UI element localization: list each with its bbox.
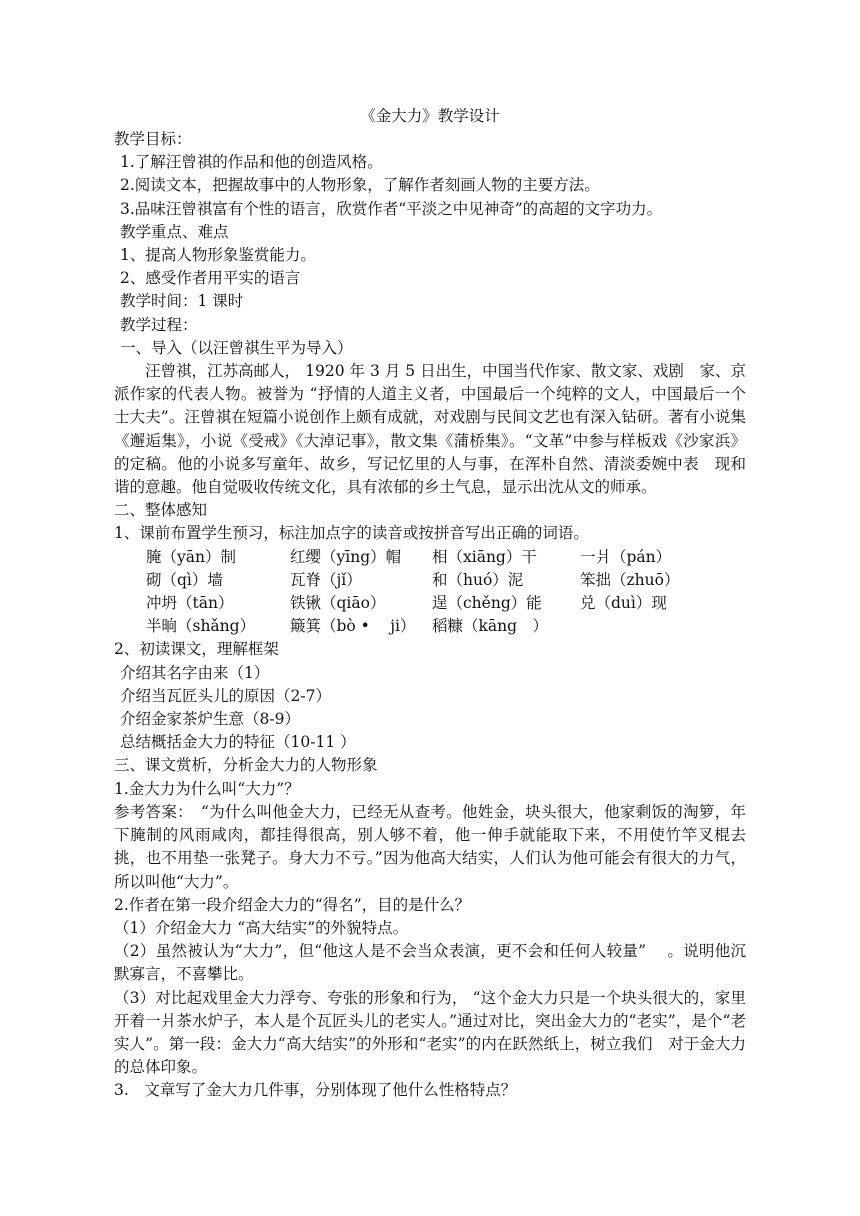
process-heading: 教学过程：: [120, 315, 198, 334]
vocab-item: 笨拙（zhuō）: [580, 570, 680, 589]
question-3: 3. 文章写了金大力几件事，分别体现了他什么性格特点？: [114, 1081, 517, 1100]
key-points-heading: 教学重点、难点: [120, 222, 229, 241]
document-body: [114, 128, 746, 1103]
objective-item: 1.了解汪曾祺的作品和他的创造风格。: [120, 153, 383, 172]
section3-heading: 三、课文赏析，分析金大力的人物形象: [114, 756, 378, 775]
vocab-item: 逞（chěng）能: [432, 594, 542, 613]
key-point-item: 2、感受作者用平实的语言: [120, 269, 301, 288]
vocab-item: 和（huó）泥: [432, 570, 524, 589]
vocab-row: [114, 615, 746, 638]
task1-text: 1、课前布置学生预习，标注加点字的读音或按拼音写出正确的词语。: [114, 524, 589, 543]
vocab-item: 冲坍（tān）: [146, 594, 234, 613]
objective-item: 2.阅读文本，把握故事中的人物形象，了解作者刻画人物的主要方法。: [120, 176, 600, 195]
key-point-item: 1、提高人物形象鉴赏能力。: [120, 246, 316, 265]
answer-1: 参考答案： “为什么叫他金大力，已经无从查考。他姓金，块头很大，他家剩饭的淘箩，年下腌制的风雨咸肉，都挂得很高，别人够不着，他一伸手就能取下来，不用使竹竿叉棍去挑，也不用垫一张凳子。身大力不亏。”因为他高大结实，人们认为他可能会有很大的力气，所以叫他“大力”。: [114, 802, 746, 891]
objective-item: 3.品味汪曾祺富有个性的语言，欣赏作者“平淡之中见神奇”的高超的文字功力。: [120, 199, 663, 218]
intro-heading: 一、导入（以汪曾祺生平为导入）: [120, 338, 353, 357]
vocab-item: 相（xiāng）干: [432, 547, 537, 566]
framework-item: 介绍当瓦匠头儿的原因（2-7）: [120, 686, 331, 705]
vocab-row: [114, 569, 746, 592]
vocab-item: 腌（yān）制: [146, 547, 236, 566]
document-title: 《金大力》教学设计: [360, 107, 500, 125]
question-1: 1.金大力为什么叫“大力”？: [114, 779, 300, 798]
framework-item: 介绍其名字由来（1）: [120, 663, 270, 682]
vocab-row: [114, 592, 746, 615]
vocab-item: 半晌（shǎng）: [146, 617, 256, 636]
task2-text: 2、初读课文，理解框架: [114, 640, 279, 659]
framework-item: 介绍金家茶炉生意（8-9）: [120, 710, 300, 729]
answer-2-point: （2）虽然被认为“大力”，但“他这人是不会当众表演，更不会和任何人较量” 。说明他沉默寡言，不喜攀比。: [114, 942, 746, 984]
question-2: 2.作者在第一段介绍金大力的“得名”，目的是什么？: [114, 895, 471, 914]
answer-2-point: （1）介绍金大力 “高大结实”的外貌特点。: [114, 918, 409, 937]
vocab-item: 红缨（yīng）帽: [290, 547, 402, 566]
intro-paragraph: 汪曾祺，江苏高邮人， 1920 年 3 月 5 日出生，中国当代作家、散文家、戏剧 家、京派作家的代表人物。被誉为 “抒情的人道主义者，中国最后一个纯粹的文人，中国最后一个士大夫”。汪曾祺在短篇小说创作上颇有成就，对戏剧与民间文艺也有深入钻研。著有小说集《邂逅集》，小说《受戒》《大淖记事》，散文集《蒲桥集》。“文革”中参与样板戏《沙家浜》的定稿。他的小说多写童年、故乡，写记忆里的人与事，在浑朴自然、清淡委婉中表 现和谐的意趣。他自觉吸收传统文化，具有浓郁的乡土气息，显示出沈从文的师承。: [114, 362, 746, 497]
vocab-item: 簸箕（bò • ji）: [290, 617, 416, 636]
vocab-item: 兑（duì）现: [580, 594, 667, 613]
teaching-time: 教学时间：1 课时: [120, 292, 244, 311]
framework-item: 总结概括金大力的特征（10-11 ）: [120, 733, 356, 752]
vocab-item: 砌（qì）墙: [146, 570, 223, 589]
vocab-row: [114, 546, 746, 569]
vocab-item: 稻糠（kāng ）: [432, 617, 549, 636]
objectives-heading: 教学目标：: [114, 130, 192, 148]
answer-2-point: （3）对比起戏里金大力浮夸、夸张的形象和行为， “这个金大力只是一个块头很大的，家里开着一爿茶水炉子，本人是个瓦匠头儿的老实人。”通过对比，突出金大力的“老实”，是个“老实人”。第一段：金大力“高大结实”的外形和“老实”的内在跃然纸上，树立我们 对于金大力的总体印象。: [114, 988, 746, 1077]
vocab-item: 瓦脊（jǐ）: [290, 570, 362, 589]
vocab-item: 一爿（pán）: [580, 547, 672, 566]
vocab-item: 铁锹（qiāo）: [290, 594, 386, 613]
section2-heading: 二、整体感知: [114, 501, 208, 520]
